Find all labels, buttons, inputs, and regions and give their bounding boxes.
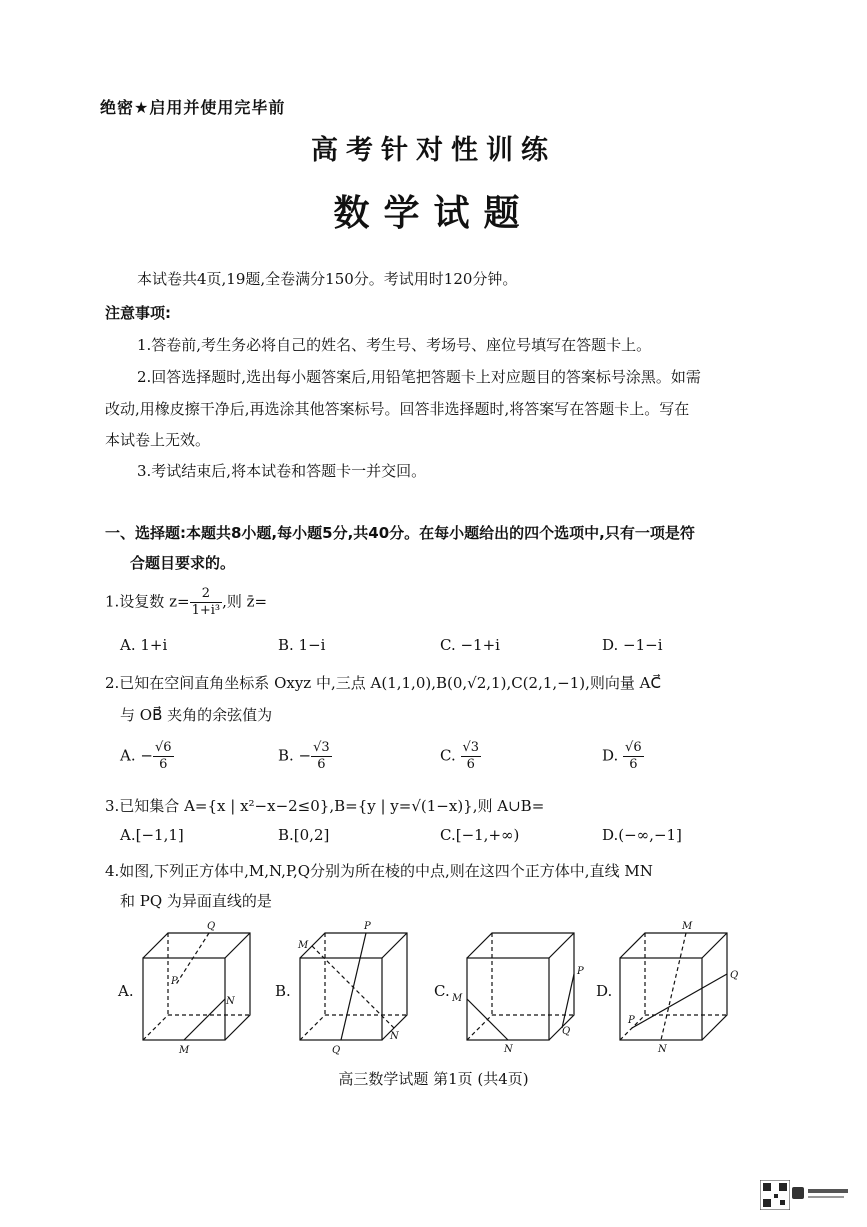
question-1-fraction xyxy=(190,586,223,619)
cube-c-point-p: P xyxy=(577,966,584,977)
cube-d-point-n: N xyxy=(658,1044,667,1055)
question-2-option-a-denominator: 6 xyxy=(159,757,168,772)
question-2-option-d-label: D. xyxy=(602,746,619,765)
question-1-fraction-numerator: 2 xyxy=(190,586,223,603)
question-2-option-b-numerator: √3 xyxy=(313,740,330,755)
question-2-option-d-numerator: √6 xyxy=(625,740,642,755)
section-1-heading-line-2: 合题目要求的。 xyxy=(130,554,236,572)
question-1-option-a[interactable]: A. 1+i xyxy=(120,636,168,654)
question-1-option-b[interactable]: B. 1−i xyxy=(278,636,326,654)
question-2-option-a[interactable] xyxy=(120,740,174,773)
question-2-option-c-label: C. xyxy=(440,746,456,765)
notice-item-1: 1.答卷前,考生务必将自己的姓名、考生号、考场号、座位号填写在答题卡上。 xyxy=(137,336,652,354)
cube-a-label[interactable]: A. xyxy=(118,982,134,1000)
cube-d-point-q: Q xyxy=(730,970,739,981)
notice-item-2-line-1: 2.回答选择题时,选出每小题答案后,用铅笔把答题卡上对应题目的答案标号涂黑。如需 xyxy=(137,368,701,386)
question-1-option-c[interactable]: C. −1+i xyxy=(440,636,500,654)
question-2-option-d[interactable] xyxy=(602,740,644,773)
section-1-heading-line-1: 一、选择题:本题共8小题,每小题5分,共40分。在每小题给出的四个选项中,只有一项是符 xyxy=(105,524,695,542)
confidential-label: 绝密★启用并使用完毕前 xyxy=(100,98,286,117)
question-2-line-1: 2.已知在空间直角坐标系 Oxyz 中,三点 A(1,1,0),B(0,√2,1),C(2,1,−1),则向量 AC⃗ xyxy=(105,674,661,692)
cube-a-point-n: N xyxy=(226,996,235,1007)
question-2-option-b-denominator: 6 xyxy=(317,757,326,772)
cube-a-point-q: Q xyxy=(207,921,216,932)
cube-c-point-q: Q xyxy=(562,1026,571,1037)
cube-a-figure xyxy=(135,918,260,1058)
notice-item-2-line-2: 改动,用橡皮擦干净后,再选涂其他答案标号。回答非选择题时,将答案写在答题卡上。写在 xyxy=(105,400,690,418)
question-1-stem xyxy=(105,586,267,619)
cube-c-point-n: N xyxy=(504,1044,513,1055)
page-footer: 高三数学试题 第1页 (共4页) xyxy=(338,1070,529,1088)
cube-d-label[interactable]: D. xyxy=(596,982,613,1000)
cube-a-point-p: P xyxy=(171,976,178,987)
notice-item-3: 3.考试结束后,将本试卷和答题卡一并交回。 xyxy=(137,462,427,480)
exam-subtitle: 数学试题 xyxy=(333,193,534,234)
question-1-prefix: 1.设复数 z= xyxy=(105,592,190,611)
question-1-fraction-denominator: 1+i³ xyxy=(191,603,221,618)
cube-d-figure xyxy=(612,918,747,1058)
question-2-option-d-fraction xyxy=(623,740,644,773)
question-2-option-a-fraction xyxy=(153,740,174,773)
question-3-option-a[interactable]: A.[−1,1] xyxy=(120,826,184,844)
question-2-option-a-label: A. − xyxy=(120,746,153,765)
question-2-option-c[interactable] xyxy=(440,740,481,773)
exam-title: 高考针对性训练 xyxy=(311,135,556,166)
question-2-option-b-fraction xyxy=(311,740,332,773)
question-3-option-c[interactable]: C.[−1,+∞) xyxy=(440,826,520,844)
question-3-option-b[interactable]: B.[0,2] xyxy=(278,826,330,844)
notice-item-2-line-3: 本试卷上无效。 xyxy=(105,431,211,449)
cube-b-point-p: P xyxy=(364,921,371,932)
question-2-option-c-fraction xyxy=(461,740,482,773)
notice-heading: 注意事项: xyxy=(105,304,171,322)
question-4-line-1: 4.如图,下列正方体中,M,N,P,Q分别为所在棱的中点,则在这四个正方体中,直线 MN xyxy=(105,862,653,880)
cube-b-figure xyxy=(292,918,417,1058)
cube-a-point-m: M xyxy=(179,1045,190,1056)
question-1-option-d[interactable]: D. −1−i xyxy=(602,636,663,654)
intro-text: 本试卷共4页,19题,全卷满分150分。考试用时120分钟。 xyxy=(137,270,518,288)
question-2-option-c-numerator: √3 xyxy=(462,740,480,755)
question-4-line-2: 和 PQ 为异面直线的是 xyxy=(120,892,272,910)
scanner-logo-icon xyxy=(792,1185,852,1205)
cube-b-label[interactable]: B. xyxy=(275,982,291,1000)
cube-d-point-p: P xyxy=(628,1015,635,1026)
question-2-option-b-label: B. − xyxy=(278,746,312,765)
cube-c-figure xyxy=(452,918,592,1058)
question-3-stem: 3.已知集合 A={x | x²−x−2≤0},B={y | y=√(1−x)},则 A∪B= xyxy=(105,797,545,815)
cube-b-point-q: Q xyxy=(332,1045,341,1056)
question-2-option-c-denominator: 6 xyxy=(466,757,475,772)
question-3-option-d[interactable]: D.(−∞,−1] xyxy=(602,826,682,844)
cube-c-label[interactable]: C. xyxy=(434,982,450,1000)
question-2-option-b[interactable] xyxy=(278,740,332,773)
cube-d-point-m: M xyxy=(682,921,693,932)
cube-b-point-n: N xyxy=(390,1031,399,1042)
qr-code-icon xyxy=(760,1180,790,1210)
question-2-option-d-denominator: 6 xyxy=(629,757,638,772)
question-2-option-a-numerator: √6 xyxy=(154,740,172,755)
cube-b-point-m: M xyxy=(298,940,309,951)
question-2-line-2: 与 OB⃗ 夹角的余弦值为 xyxy=(120,706,273,724)
question-1-suffix: ,则 z̄= xyxy=(222,592,268,611)
cube-c-point-m: M xyxy=(452,993,463,1004)
